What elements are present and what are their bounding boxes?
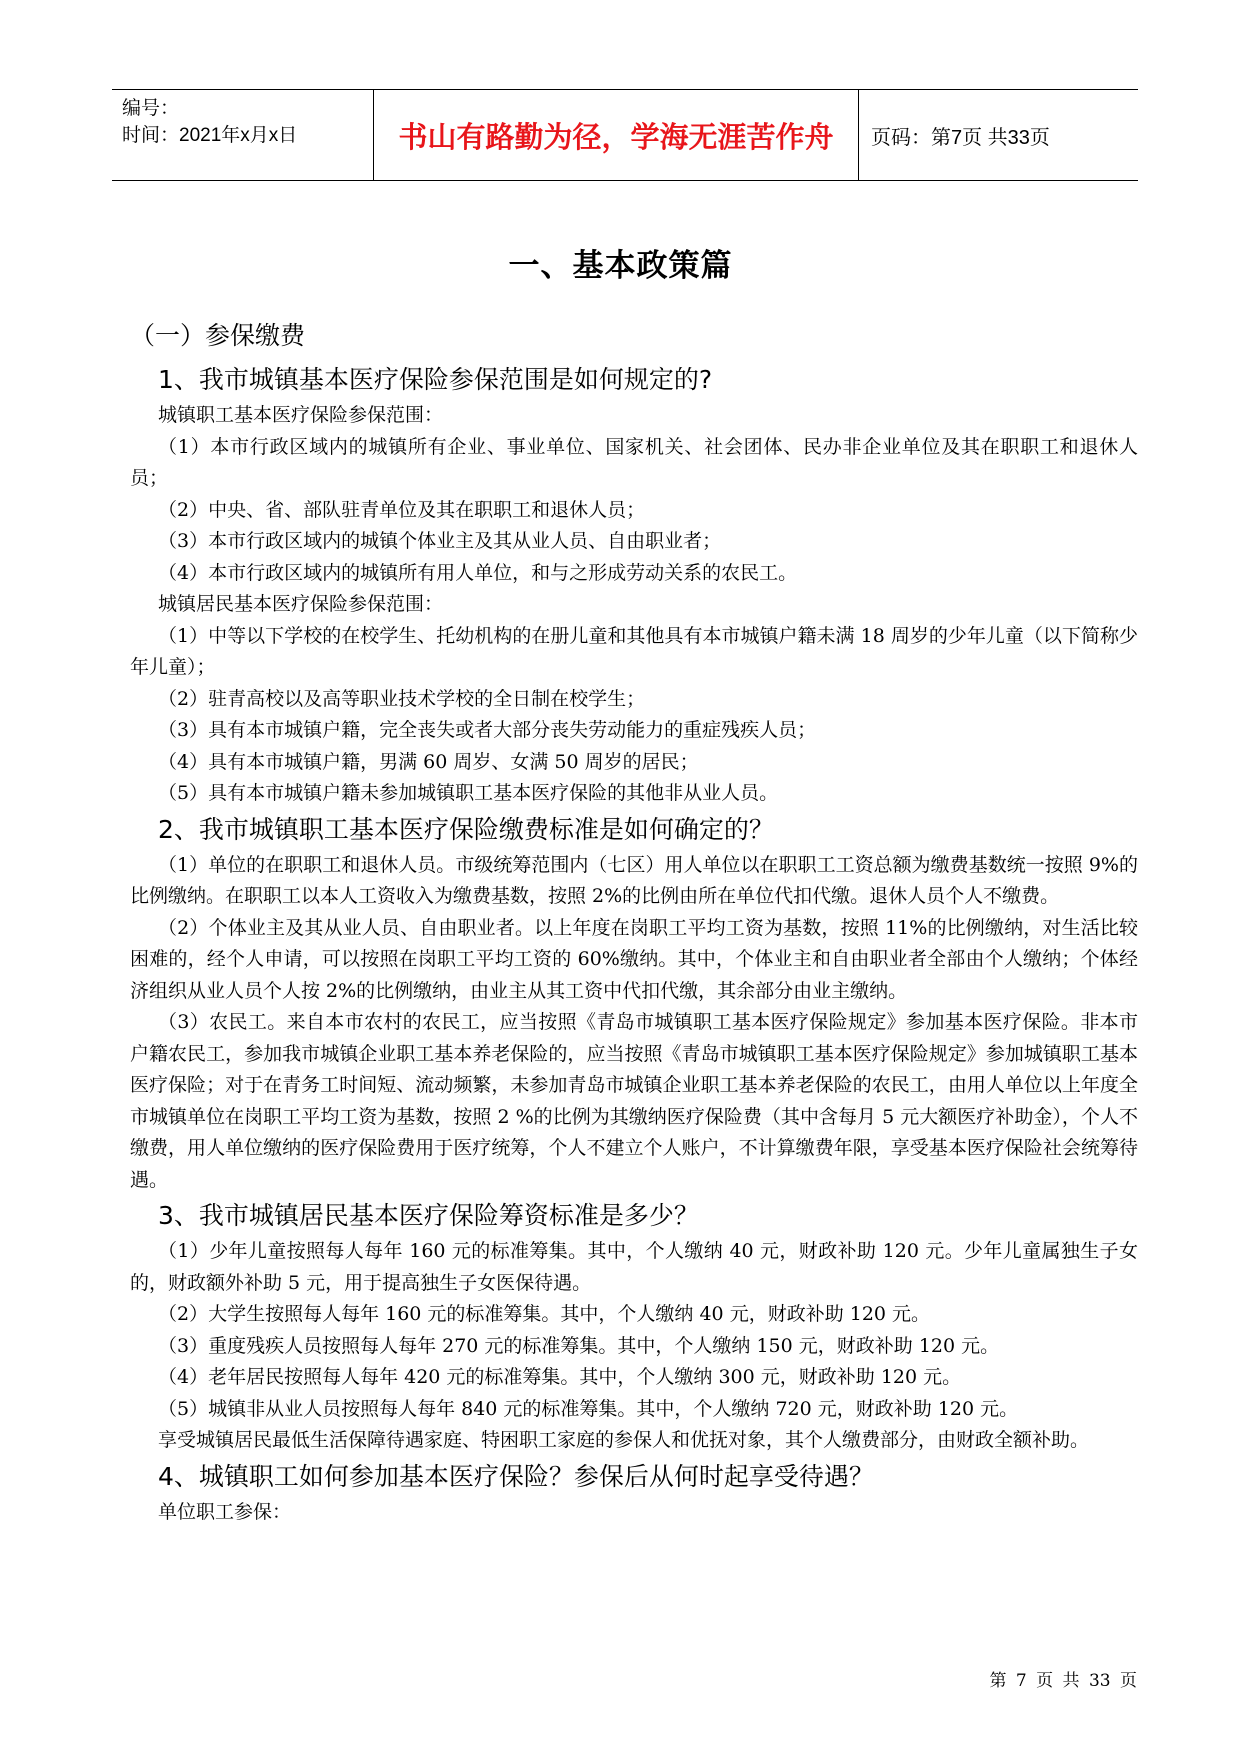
- paragraph: （2）中央、省、部队驻青单位及其在职职工和退休人员；: [158, 498, 646, 521]
- header-page-info: 页码：第7页 共33页: [871, 126, 1050, 149]
- paragraph: （3）具有本市城镇户籍，完全丧失或者大部分丧失劳动能力的重症残疾人员；: [158, 719, 817, 741]
- paragraph: （5）具有本市城镇户籍未参加城镇职工基本医疗保险的其他非从业人员。: [158, 782, 779, 804]
- paragraph: （2）驻青高校以及高等职业技术学校的全日制在校学生；: [158, 687, 646, 710]
- question-3-heading: 3、我市城镇居民基本医疗保险筹资标准是多少？: [158, 1201, 699, 1230]
- document-body: [130, 316, 1138, 1528]
- page-header: [112, 89, 1138, 181]
- question-2-heading: 2、我市城镇职工基本医疗保险缴费标准是如何确定的？: [158, 814, 774, 844]
- paragraph: （2）大学生按照每人每年 160 元的标准筹集。其中，个人缴纳 40 元，财政补助 120 元。: [158, 1303, 931, 1325]
- question-1-heading: 1、我市城镇基本医疗保险参保范围是如何规定的?: [158, 365, 713, 394]
- paragraph: （5）城镇非从业人员按照每人每年 840 元的标准筹集。其中，个人缴纳 720 元，财政补助 120 元。: [158, 1397, 1019, 1420]
- document-date: 时间：2021年x月x日: [122, 125, 298, 146]
- paragraph: （1）本市行政区域内的城镇所有企业、事业单位、国家机关、社会团体、民办非企业单位及其在职职工和退休人员；: [130, 435, 1138, 489]
- paragraph: （2）个体业主及其从业人员、自由职业者。以上年度在岗职工平均工资为基数，按照 11%的比例缴纳，对生活比较困难的，经个人申请，可以按照在岗职工平均工资的 60%缴纳。其中，个体业主和自由职业者全部由个人缴纳；个体经济组织从业人员个人按 2%的比例缴纳，由业主从其工资中代扣代缴，其余部分由业主缴纳。: [130, 916, 1138, 1002]
- paragraph: （3）重度残疾人员按照每人每年 270 元的标准筹集。其中，个人缴纳 150 元，财政补助 120 元。: [158, 1334, 1000, 1357]
- page-title: 一、基本政策篇: [508, 248, 733, 284]
- paragraph: （3）农民工。来自本市农村的农民工，应当按照《青岛市城镇职工基本医疗保险规定》参加基本医疗保险。非本市户籍农民工，参加我市城镇企业职工基本养老保险的，应当按照《青岛市城镇职工基本医疗保险规定》参加城镇职工基本医疗保险；对于在青务工时间短、流动频繁，未参加青岛市城镇企业职工基本养老保险的农民工，由用人单位以上年度全市城镇单位在岗职工平均工资为基数，按照 2 %的比例为其缴纳医疗保险费（其中含每月 5 元大额医疗补助金），个人不缴费，用人单位缴纳的医疗保险费用于医疗统筹，个人不建立个人账户，不计算缴费年限，享受基本医疗保险社会统筹待遇。: [130, 1011, 1138, 1191]
- paragraph: （4）老年居民按照每人每年 420 元的标准筹集。其中，个人缴纳 300 元，财政补助 120 元。: [158, 1366, 962, 1388]
- paragraph: 单位职工参保：: [158, 1500, 292, 1523]
- document-number-label: 编号：: [122, 98, 180, 119]
- paragraph: （1）少年儿童按照每人每年 160 元的标准筹集。其中，个人缴纳 40 元，财政补助 120 元。少年儿童属独生子女的，财政额外补助 5 元，用于提高独生子女医保待遇。: [130, 1240, 1138, 1294]
- paragraph: （4）具有本市城镇户籍，男满 60 周岁、女满 50 周岁的居民；: [158, 750, 699, 773]
- paragraph: （3）本市行政区域内的城镇个体业主及其从业人员、自由职业者；: [158, 530, 722, 552]
- paragraph: 城镇居民基本医疗保险参保范围：: [158, 593, 444, 615]
- header-motto: 书山有路勤为径，学海无涯苦作舟: [374, 90, 859, 180]
- section-heading: （一）参保缴费: [130, 321, 306, 350]
- paragraph: （1）中等以下学校的在校学生、托幼机构的在册儿童和其他具有本市城镇户籍未满 18 周岁的少年儿童（以下简称少年儿童）；: [130, 624, 1138, 678]
- header-meta: [112, 90, 374, 180]
- question-4-heading: 4、城镇职工如何参加基本医疗保险？参保后从何时起享受待遇？: [158, 1461, 874, 1491]
- paragraph: 享受城镇居民最低生活保障待遇家庭、特困职工家庭的参保人和优抚对象，其个人缴费部分，由财政全额补助。: [158, 1429, 1090, 1451]
- paragraph: 城镇职工基本医疗保险参保范围：: [158, 404, 444, 426]
- paragraph: （1）单位的在职职工和退休人员。市级统筹范围内（七区）用人单位以在职职工工资总额为缴费基数统一按照 9%的比例缴纳。在职职工以本人工资收入为缴费基数，按照 2%的比例由所在单位代扣代缴。退休人员个人不缴费。: [130, 853, 1138, 907]
- paragraph: （4）本市行政区域内的城镇所有用人单位，和与之形成劳动关系的农民工。: [158, 561, 798, 584]
- page-footer: 第 7 页 共 33 页: [989, 1671, 1137, 1691]
